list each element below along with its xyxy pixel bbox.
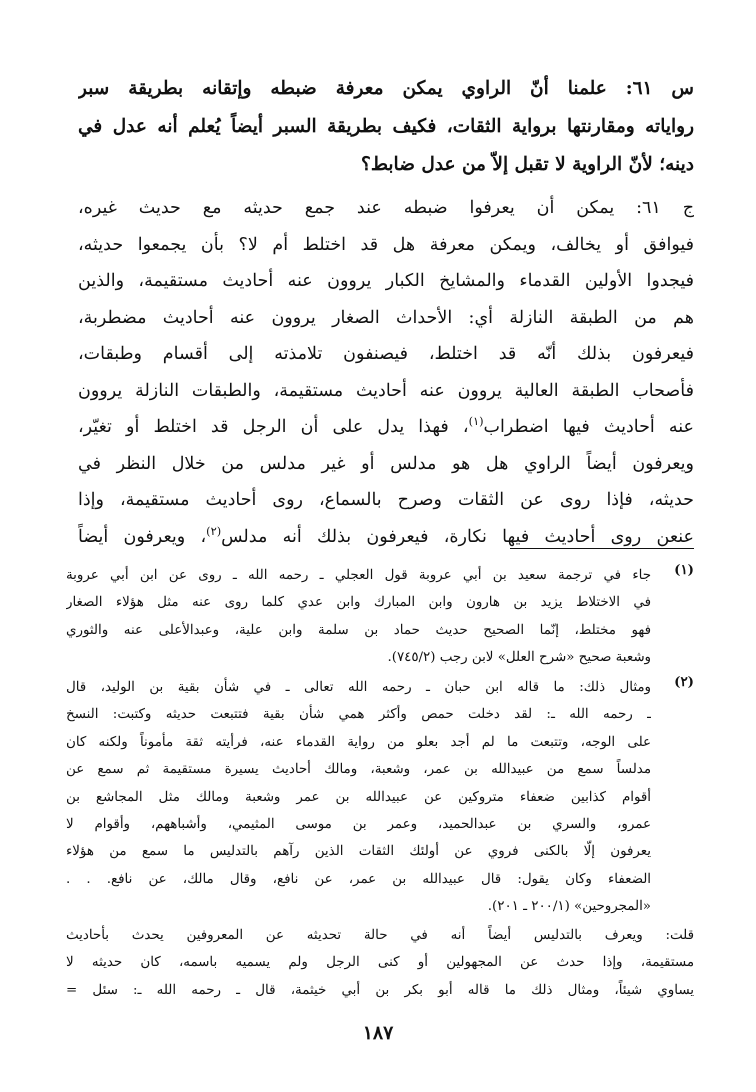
answer-line: حديثه، فإذا روى عن الثقات وصرح بالسماع، روى أحاديث مستقيمة، وإذا	[78, 490, 694, 510]
answer-line: ويعرفون أيضاً الراوي هل هو مدلس أو غير مدلس من خلال النظر في	[78, 453, 694, 474]
footnote-line: يساوي شيئاً، ومثال ذلك ما قاله أبو بكر بن أبي خيثمة، قال ـ رحمه الله ـ: سئل =	[66, 982, 694, 998]
footnote-line: مستقيمة، وإذا حدث عن المجهولين أو كنى الرجل ولم يسميه باسمه، كان حديثه لا	[66, 955, 694, 971]
answer-paragraph	[78, 190, 694, 555]
question-line: س ٦١: علمنا أنّ الراوي يمكن معرفة ضبطه وإتقانه بطريقة سبر	[78, 78, 694, 99]
footnote-line: وشعبة صحيح «شرح العلل» لابن رجب (٧٤٥/٢).	[387, 650, 651, 666]
footnote-line: «المجروحين» (٢٠٠/١ ـ ٢٠١).	[487, 899, 651, 915]
answer-line: هم من الطبقة النازلة أي: الأحداث الصغار يروون عنه أحاديث مضطربة،	[78, 307, 694, 328]
answer-line: فيوافق أو يخالف، ويمكن معرفة هل قد اختلط أم لا؟ بأن يجمعوا حديثه،	[78, 234, 694, 255]
page-number: ١٨٧	[362, 1022, 394, 1044]
answer-text: ، ويعرفون أيضاً	[78, 526, 207, 547]
answer-text: عنه أحاديث فيها اضطراب	[483, 417, 694, 437]
footnote-line: مدلساً سمع من عبيدالله بن عمر، وشعبة، ومالك أحاديث يسيرة مستقيمة ثم سمع عن	[66, 762, 651, 778]
footnote-line: ـ رحمه الله ـ: لقد دخلت حمص وأكثر همي شأن بقية فتتبعت حديثه وكتبت: النسخ	[66, 707, 651, 723]
answer-line	[78, 409, 694, 446]
footnote-line: يعرفون إلّا بالكنى فروي عن أولئك الثقات الذين رآهم بالتدليس ما سمع من هؤلاء	[66, 844, 651, 860]
footnote-line: عمرو، والسري بن عبدالحميد، وعمر بن موسى المثيمي، وأشباههم، وأقوام لا	[66, 816, 651, 832]
answer-line: فأصحاب الطبقة العالية يروون عنه أحاديث مستقيمة، والطبقات النازلة يروون	[78, 380, 694, 401]
footnote-2-number: (٢)	[674, 674, 694, 690]
footnote-line: فهو مختلط، إنّما الصحيح حديث حماد بن سلمة وابن علية، وعبدالأعلى عنه والثوري	[66, 622, 651, 638]
footnote-line: في الاختلاط يزيد بن هارون وابن المبارك وابن عدي كلما روى عنه مثل هؤلاء الصغار	[66, 595, 651, 611]
answer-line	[78, 519, 694, 556]
answer-text: عنعن روى أحاديث فيها نكارة، فيعرفون بذلك أنه مدلس	[221, 526, 694, 547]
footnote-ref-1[interactable]: (١)	[468, 414, 484, 429]
question-line: دينه؛ لأنّ الراوية لا تقبل إلاّ من عدل ضابط؟	[361, 154, 694, 175]
footnote-2	[66, 674, 651, 921]
footnote-line: على الوجه، وتتبعت ما لم أجد بعلو من رواية القدماء عنه، فرأيته ثقة مأموناً ولكنه كان	[66, 734, 651, 750]
footnote-note	[66, 922, 694, 1004]
answer-text: ، فهذا يدل على أن الرجل قد اختلط أو تغيّر،	[78, 417, 469, 437]
answer-line: ج ٦١: يمكن أن يعرفوا ضبطه عند جمع حديثه مع حديث غيره،	[78, 198, 694, 218]
footnote-separator	[510, 548, 694, 549]
answer-line: فيعرفون بذلك أنّه قد اختلط، فيصنفون تلامذته إلى أقسام وطبقات،	[78, 344, 694, 364]
footnote-1	[66, 562, 651, 672]
question-line: رواياته ومقارنتها برواية الثقات، فكيف بطريقة السبر أيضاً يُعلم أنه عدل في	[78, 116, 694, 137]
footnote-line: جاء في ترجمة سعيد بن أبي عروبة قول العجلي ـ رحمه الله ـ روى عن ابن أبي عروبة	[66, 568, 651, 583]
footnote-line: الضعفاء وكان يقول: قال عبيدالله بن عمر، عن نافع، وقال مالك، عن نافع. . .	[66, 871, 651, 887]
answer-line: فيجدوا الأولين القدماء والمشايخ الكبار يروون عنه أحاديث مستقيمة، والذين	[78, 271, 694, 291]
footnote-1-number: (١)	[674, 562, 694, 578]
question-paragraph	[78, 70, 694, 184]
footnote-line: ومثال ذلك: ما قاله ابن حبان ـ رحمه الله تعالى ـ في شأن بقية بن الوليد، قال	[66, 680, 651, 695]
footnote-line: قلت: ويعرف بالتدليس أيضاً أنه في حالة تحديثه عن المعروفين يحدث بأحاديث	[66, 928, 694, 943]
footnote-line: أقوام كذابين ضعفاء متروكين عن عبيدالله بن عمر وشعبة ومالك مثل المجاشع بن	[66, 789, 651, 805]
footnote-ref-2[interactable]: (٢)	[206, 523, 222, 538]
